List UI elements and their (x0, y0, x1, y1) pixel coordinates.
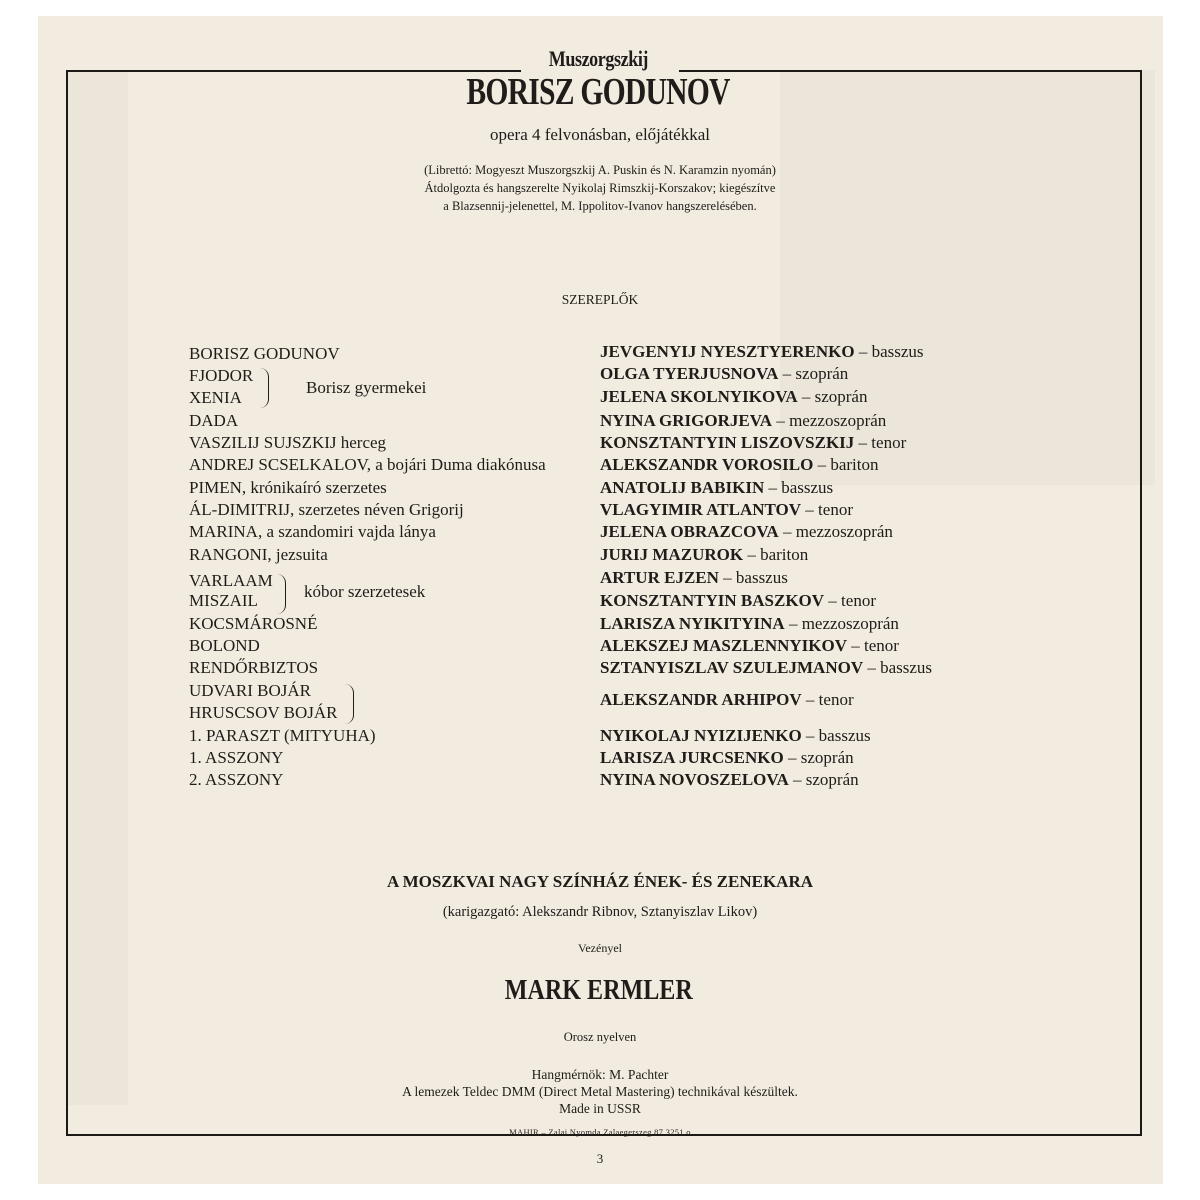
cast-role: XENIA (189, 388, 242, 407)
singer-name: KONSZTANTYIN LISZOVSZKIJ (600, 433, 855, 452)
cast-heading: SZEREPLŐK (561, 292, 639, 307)
voice-type: – basszus (718, 568, 788, 587)
language-note: Orosz nyelven (563, 1030, 637, 1044)
voice-type: – mezzoszoprán (772, 411, 887, 430)
singer-name: ANATOLIJ BABIKIN (600, 478, 765, 497)
singer-name: LARISZA NYIKITYINA (600, 614, 785, 633)
production-credits (0, 1066, 1200, 1117)
cast-role: VASZILIJ SUJSZKIJ herceg (189, 433, 387, 452)
conductor-name: MARK ERMLER (504, 975, 693, 1006)
boyars-brace (344, 684, 354, 724)
singer-name: VLAGYIMIR ATLANTOV (600, 500, 802, 519)
cast-role: KOCSMÁROSNÉ (189, 614, 318, 633)
cast-singer (600, 500, 853, 520)
voice-type: – szoprán (783, 748, 854, 767)
cast-singer (600, 636, 899, 656)
cast-singer (600, 387, 867, 407)
cast-role: MISZAIL (189, 591, 258, 610)
cast-role: 1. PARASZT (MITYUHA) (189, 726, 376, 745)
choir-directors: (karigazgató: Alekszandr Ribnov, Sztanyiszlav Likov) (442, 904, 758, 920)
libretto-line: Átdolgozta és hangszerelte Nyikolaj Rimszkij-Korszakov; kiegészítve (424, 181, 776, 195)
cast-singer (600, 658, 932, 678)
cast-role: RENDŐRBIZTOS (189, 658, 319, 677)
singer-name: ARTUR EJZEN (600, 568, 719, 587)
singer-name: NYINA GRIGORJEVA (600, 411, 773, 430)
page-number: 3 (596, 1151, 604, 1166)
voice-type: – basszus (801, 726, 871, 745)
cast-singer (600, 478, 833, 498)
conducted-by-label: Vezényel (578, 941, 622, 955)
cast-singer (600, 591, 876, 611)
opera-subtitle: opera 4 felvonásban, előjátékkal (490, 125, 710, 144)
cast-role: ÁL-DIMITRIJ, szerzetes néven Grigorij (189, 500, 464, 519)
singer-name: OLGA TYERJUSNOVA (600, 364, 779, 383)
cast-role: 1. ASSZONY (189, 748, 284, 767)
monks-group-label: kóbor szerzetesek (304, 582, 426, 601)
voice-type: – szoprán (778, 364, 849, 383)
singer-name: JELENA SKOLNYIKOVA (600, 387, 798, 406)
voice-type: – bariton (743, 545, 809, 564)
singer-name: ALEKSZANDR ARHIPOV (600, 690, 802, 709)
credit-line: Made in USSR (559, 1101, 641, 1116)
cast-role: FJODOR (189, 366, 254, 385)
singer-name: JEVGENYIJ NYESZTYERENKO (600, 342, 855, 361)
cast-singer (600, 770, 859, 790)
voice-type: – tenor (801, 690, 854, 709)
cast-singer (600, 568, 788, 588)
singer-name: ALEKSZANDR VOROSILO (600, 455, 814, 474)
cast-role: BORISZ GODUNOV (189, 344, 340, 363)
cast-role: BOLOND (189, 636, 260, 655)
voice-type: – mezzoszoprán (778, 522, 893, 541)
voice-type: – mezzoszoprán (784, 614, 899, 633)
libretto-line: a Blazsennij-jelenettel, M. Ippolitov-Ivanov hangszerelésében. (443, 199, 757, 213)
voice-type: – tenor (847, 636, 899, 655)
singer-name: JURIJ MAZUROK (600, 545, 744, 564)
voice-type: – tenor (801, 500, 853, 519)
cast-role: ANDREJ SCSELKALOV, a bojári Duma diakónusa (189, 455, 546, 474)
voice-type: – tenor (854, 433, 907, 452)
cast-singer (600, 748, 854, 768)
cast-singer (600, 342, 924, 362)
cast-singer (600, 690, 854, 710)
voice-type: – bariton (813, 455, 879, 474)
credit-line: A lemezek Teldec DMM (Direct Metal Mastering) technikával készültek. (402, 1084, 798, 1099)
choir-orchestra: A MOSZKVAI NAGY SZÍNHÁZ ÉNEK- ÉS ZENEKARA (386, 872, 814, 891)
cast-singer (600, 726, 871, 746)
singer-name: LARISZA JURCSENKO (600, 748, 784, 767)
voice-type: – basszus (854, 342, 924, 361)
cast-role: HRUSCSOV BOJÁR (189, 703, 338, 722)
cast-singer (600, 545, 808, 565)
children-brace (259, 368, 269, 408)
voice-type: – szoprán (788, 770, 859, 789)
cast-role: 2. ASSZONY (189, 770, 284, 789)
singer-name: KONSZTANTYIN BASZKOV (600, 591, 825, 610)
singer-name: SZTANYISZLAV SZULEJMANOV (600, 658, 864, 677)
voice-type: – basszus (863, 658, 933, 677)
singer-name: ALEKSZEJ MASZLENNYIKOV (600, 636, 848, 655)
voice-type: – basszus (764, 478, 834, 497)
cast-singer (600, 433, 906, 453)
composer-name: Muszorgszkij (548, 46, 649, 71)
cast-role: PIMEN, krónikaíró szerzetes (189, 478, 387, 497)
singer-name: JELENA OBRAZCOVA (600, 522, 779, 541)
singer-name: NYINA NOVOSZELOVA (600, 770, 789, 789)
cast-role: UDVARI BOJÁR (189, 681, 312, 700)
libretto-line: (Librettó: Mogyeszt Muszorgszkij A. Puskin és N. Karamzin nyomán) (424, 163, 776, 177)
cast-role: VARLAAM (189, 571, 273, 590)
cast-singer (600, 522, 893, 542)
singer-name: NYIKOLAJ NYIZIJENKO (600, 726, 802, 745)
cast-role: MARINA, a szandomiri vajda lánya (189, 522, 436, 541)
voice-type: – szoprán (797, 387, 868, 406)
printer-imprint: MAHIR – Zalai Nyomda Zalaegerszeg 87 3251 o (509, 1127, 691, 1137)
opera-title: BORISZ GODUNOV (466, 71, 730, 113)
credit-line: Hangmérnök: M. Pachter (531, 1067, 669, 1082)
cast-role: RANGONI, jezsuita (189, 545, 328, 564)
cast-singer (600, 614, 899, 634)
cast-singer (600, 411, 886, 431)
monks-brace (276, 574, 286, 614)
libretto-note (0, 161, 1200, 215)
cast-singer (600, 364, 848, 384)
voice-type: – tenor (824, 591, 876, 610)
children-group-label: Borisz gyermekei (306, 378, 427, 397)
cast-singer (600, 455, 878, 475)
cast-role: DADA (189, 411, 239, 430)
